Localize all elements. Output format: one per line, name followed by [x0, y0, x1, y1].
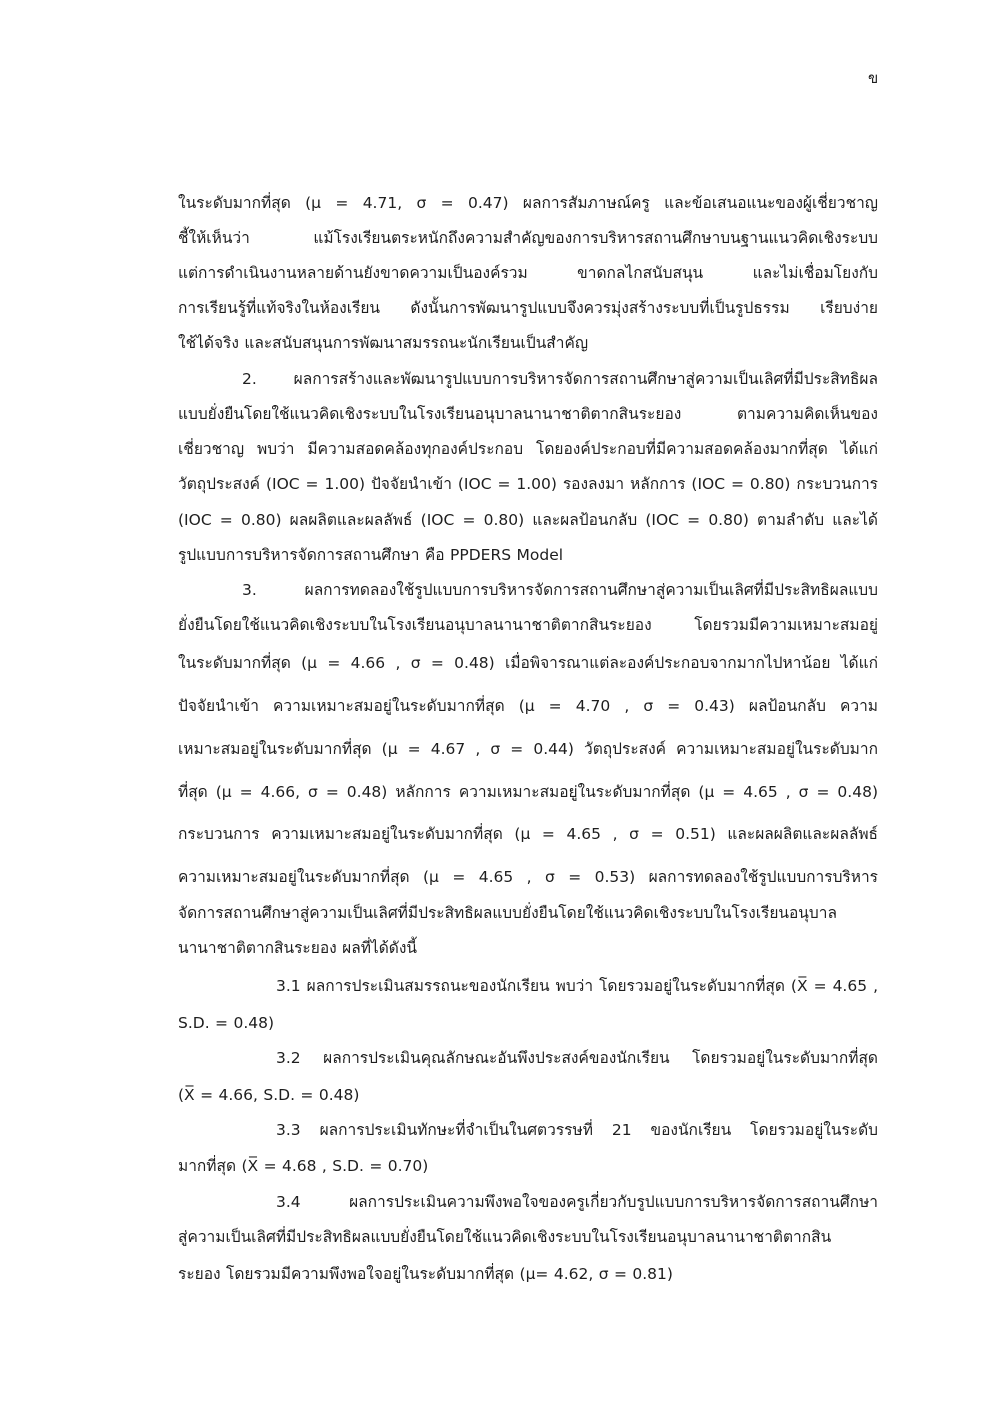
text-line: ชี้ให้เห็นว่า แม้โรงเรียนตระหนักถึงความสำคัญของการบริหารสถานศึกษาบนฐานแนวคิดเชิงระบบ: [178, 229, 878, 247]
text-line: ปัจจัยนำเข้า ความเหมาะสมอยู่ในระดับมากที่สุด (μ = 4.70 , σ = 0.43) ผลป้อนกลับ ความ: [178, 697, 878, 715]
text-line: นานาชาติตากสินระยอง ผลที่ได้ดังนี้: [178, 939, 418, 957]
text-line: ในระดับมากที่สุด (μ = 4.66 , σ = 0.48) เมื่อพิจารณาแต่ละองค์ประกอบจากมากไปหาน้อย ได้แก่: [178, 654, 878, 672]
text-line: ระยอง โดยรวมมีความพึงพอใจอยู่ในระดับมากที่สุด (μ= 4.62, σ = 0.81): [178, 1265, 673, 1283]
text-line: สู่ความเป็นเลิศที่มีประสิทธิผลแบบยั่งยืนโดยใช้แนวคิดเชิงระบบในโรงเรียนอนุบาลนานาชาติตากสิน: [178, 1228, 832, 1246]
text-line: (X̅ = 4.66, S.D. = 0.48): [178, 1086, 360, 1104]
text-line: ใช้ได้จริง และสนับสนุนการพัฒนาสมรรถนะนักเรียนเป็นสำคัญ: [178, 334, 589, 352]
text-line: (IOC = 0.80) ผลผลิตและผลลัพธ์ (IOC = 0.80) และผลป้อนกลับ (IOC = 0.80) ตามลำดับ และได้: [178, 511, 878, 529]
text-line: ในระดับมากที่สุด (μ = 4.71, σ = 0.47) ผลการสัมภาษณ์ครู และข้อเสนอแนะของผู้เชี่ยวชาญ: [178, 194, 878, 212]
text-line: 3.3 ผลการประเมินทักษะที่จำเป็นในศตวรรษที่ 21 ของนักเรียน โดยรวมอยู่ในระดับ: [276, 1121, 878, 1139]
text-line: เหมาะสมอยู่ในระดับมากที่สุด (μ = 4.67 , σ = 0.44) วัตถุประสงค์ ความเหมาะสมอยู่ในระดับมาก: [178, 740, 878, 758]
page-number: ข: [868, 69, 879, 87]
text-line: 3.4 ผลการประเมินความพึงพอใจของครูเกี่ยวกับรูปแบบการบริหารจัดการสถานศึกษา: [276, 1193, 878, 1211]
text-line: 3.2 ผลการประเมินคุณลักษณะอันพึงประสงค์ของนักเรียน โดยรวมอยู่ในระดับมากที่สุด: [276, 1049, 878, 1067]
text-line: วัตถุประสงค์ (IOC = 1.00) ปัจจัยนำเข้า (IOC = 1.00) รองลงมา หลักการ (IOC = 0.80) กระบวนการ: [178, 475, 878, 493]
text-line: การเรียนรู้ที่แท้จริงในห้องเรียน ดังนั้นการพัฒนารูปแบบจึงควรมุ่งสร้างระบบที่เป็นรูปธรรม เรียบง่าย: [178, 299, 878, 317]
text-line: รูปแบบการบริหารจัดการสถานศึกษา คือ PPDERS Model: [178, 546, 564, 564]
text-line: 2. ผลการสร้างและพัฒนารูปแบบการบริหารจัดการสถานศึกษาสู่ความเป็นเลิศที่มีประสิทธิผล: [242, 370, 878, 388]
text-line: แต่การดำเนินงานหลายด้านยังขาดความเป็นองค์รวม ขาดกลไกสนับสนุน และไม่เชื่อมโยงกับ: [178, 264, 878, 282]
text-line: 3. ผลการทดลองใช้รูปแบบการบริหารจัดการสถานศึกษาสู่ความเป็นเลิศที่มีประสิทธิผลแบบ: [242, 581, 878, 599]
text-line: S.D. = 0.48): [178, 1014, 275, 1032]
text-line: เชี่ยวชาญ พบว่า มีความสอดคล้องทุกองค์ประกอบ โดยองค์ประกอบที่มีความสอดคล้องมากที่สุด ได้แก่: [178, 440, 878, 458]
text-line: มากที่สุด (X̅ = 4.68 , S.D. = 0.70): [178, 1157, 429, 1175]
text-line: 3.1 ผลการประเมินสมรรถนะของนักเรียน พบว่า โดยรวมอยู่ในระดับมากที่สุด (X̅ = 4.65 ,: [276, 977, 878, 995]
text-line: จัดการสถานศึกษาสู่ความเป็นเลิศที่มีประสิทธิผลแบบยั่งยืนโดยใช้แนวคิดเชิงระบบในโรงเรียนอนุบาล: [178, 904, 837, 922]
text-line: แบบยั่งยืนโดยใช้แนวคิดเชิงระบบในโรงเรียนอนุบาลนานาชาติตากสินระยอง ตามความคิดเห็นของ: [178, 405, 878, 423]
text-line: กระบวนการ ความเหมาะสมอยู่ในระดับมากที่สุด (μ = 4.65 , σ = 0.51) และผลผลิตและผลลัพธ์: [178, 825, 878, 843]
text-line: ยั่งยืนโดยใช้แนวคิดเชิงระบบในโรงเรียนอนุบาลนานาชาติตากสินระยอง โดยรวมมีความเหมาะสมอยู่: [178, 616, 878, 634]
text-line: ความเหมาะสมอยู่ในระดับมากที่สุด (μ = 4.65 , σ = 0.53) ผลการทดลองใช้รูปแบบการบริหาร: [178, 868, 878, 886]
text-line: ที่สุด (μ = 4.66, σ = 0.48) หลักการ ความเหมาะสมอยู่ในระดับมากที่สุด (μ = 4.65 , σ = 0.48): [178, 783, 878, 801]
